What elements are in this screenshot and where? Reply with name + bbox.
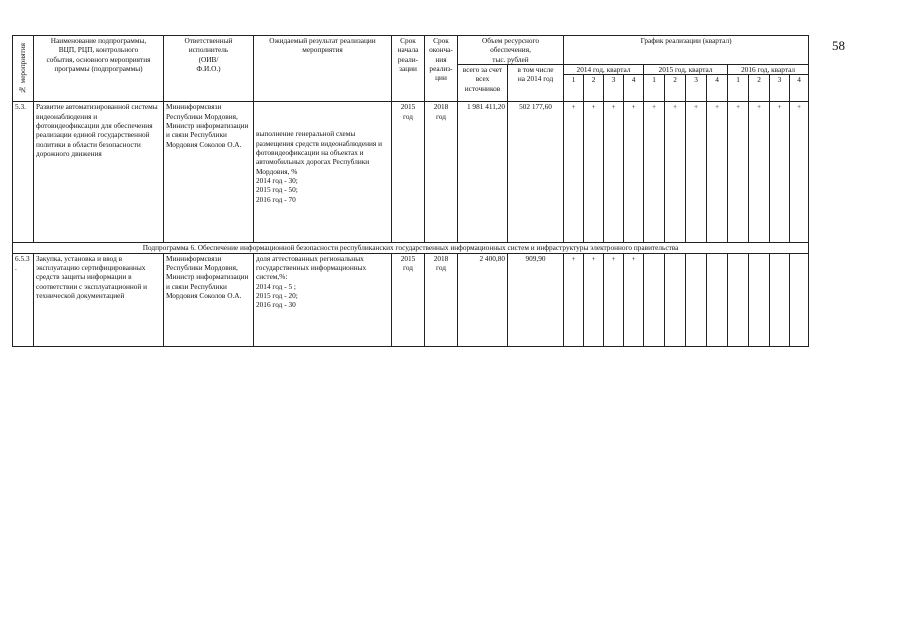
header-quarter: 1 [564,75,584,102]
table-row [13,102,809,243]
schedule-mark: + [564,253,584,346]
row-expected-result: выполнение генеральной схемы размещения средств видеонаблюдения и фотовидеофиксации на объектах и автомобильных дорогах Республики Мордовия, % 2014 год - 30; 2015 год - 50; 2016 год - 70 [254,102,392,243]
header-schedule: График реализации (квартал) [564,36,809,65]
header-year-2014: 2014 год, квартал [564,64,644,74]
row-end: 2018 год [425,102,458,243]
header-quarter: 3 [604,75,624,102]
row-name: Развитие автоматизированной системы видеонаблюдения и фотовидеофиксации для обеспечения реализации единой государственной политики в области безопасности дорожного движения [34,102,164,243]
header-volume-total: всего за счет всех источников [458,64,508,101]
header-quarter: 2 [665,75,686,102]
row-end: 2018 год [425,253,458,346]
header-name: Наименование подпрограммы, ВЦП, РЦП, контрольного события, основного мероприятия программы (подпрограммы) [34,36,164,102]
header-responsible: Ответственный исполнитель (ОИВ/ Ф.И.О.) [164,36,254,102]
row-start: 2015 год [392,102,425,243]
schedule-mark [790,253,809,346]
schedule-mark: + [604,102,624,243]
row-number: 6.5.3. [13,253,34,346]
header-year-2016: 2016 год, квартал [728,64,809,74]
row-2014: 502 177,60 [508,102,564,243]
row-name: Закупка, установка и ввод в эксплуатацию сертифицированных средств защиты информации в соответствии с эксплуатационной и технической документацией [34,253,164,346]
header-quarter: 4 [707,75,728,102]
table-row [13,253,809,346]
header-year-2015: 2015 год, квартал [644,64,728,74]
page-number: 58 [832,38,845,53]
header-number: № мероприятия [13,36,34,102]
row-responsible: Мининформсвязи Республики Мордовия, Министр информатизации и связи Республики Мордовия Соколов О.А. [164,102,254,243]
header-expected-result: Ожидаемый результат реализации мероприятия [254,36,392,102]
row-start: 2015 год [392,253,425,346]
schedule-mark: + [686,102,707,243]
header-quarter: 1 [728,75,749,102]
schedule-mark: + [624,102,644,243]
schedule-mark: + [604,253,624,346]
row-number: 5.3. [13,102,34,243]
schedule-mark: + [584,102,604,243]
schedule-mark [749,253,770,346]
row-total: 2 400,80 [458,253,508,346]
schedule-mark [644,253,665,346]
schedule-mark: + [665,102,686,243]
header-end: Срок оконча- ния реализ- ции [425,36,458,102]
schedule-mark: + [790,102,809,243]
header-volume-2014: в том числе на 2014 год [508,64,564,101]
schedule-mark: + [564,102,584,243]
header-quarter: 2 [749,75,770,102]
header-quarter: 4 [790,75,809,102]
schedule-mark [665,253,686,346]
schedule-mark [728,253,749,346]
schedule-mark: + [749,102,770,243]
header-volume: Объем ресурсного обеспечения, тыс. рублей [458,36,564,65]
row-2014: 909,90 [508,253,564,346]
implementation-plan-table [12,35,809,347]
schedule-mark [686,253,707,346]
schedule-mark: + [707,102,728,243]
header-quarter: 1 [644,75,665,102]
header-quarter: 4 [624,75,644,102]
schedule-mark: + [584,253,604,346]
row-total: 1 981 411,20 [458,102,508,243]
schedule-mark [707,253,728,346]
header-quarter: 2 [584,75,604,102]
row-expected-result: доля аттестованных региональных государственных информационных систем,%: 2014 год - 5 ; 2015 год - 20; 2016 год - 30 [254,253,392,346]
schedule-mark: + [770,102,790,243]
header-quarter: 3 [770,75,790,102]
schedule-mark [770,253,790,346]
subprogram-row [13,243,809,253]
schedule-mark: + [644,102,665,243]
row-responsible: Мининформсвязи Республики Мордовия, Министр информатизации и связи Республики Мордовия Соколов О.А. [164,253,254,346]
schedule-mark: + [624,253,644,346]
subprogram-title: Подпрограмма 6. Обеспечение информационной безопасности республиканских государственных информационных систем и инфраструктуры электронного правительства [13,243,809,253]
schedule-mark: + [728,102,749,243]
header-start: Срок начала реали- зации [392,36,425,102]
header-quarter: 3 [686,75,707,102]
